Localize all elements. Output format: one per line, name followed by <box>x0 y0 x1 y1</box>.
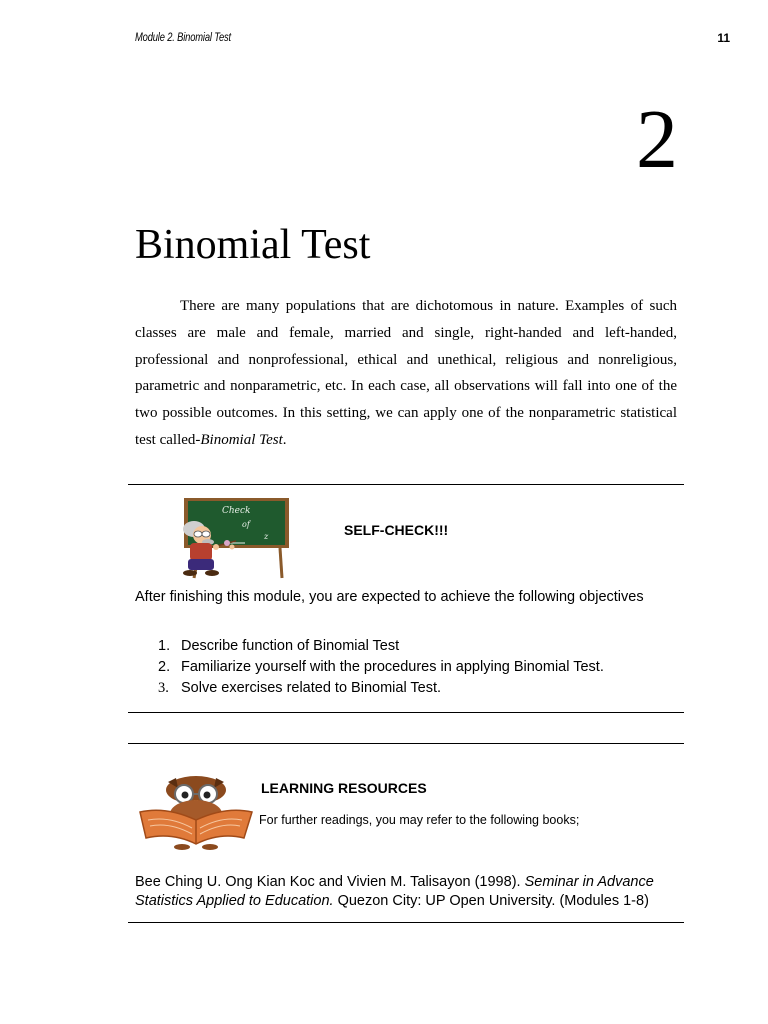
page-number: 11 <box>717 31 730 45</box>
reference-publisher: Quezon City: UP Open University. (Modules 1-8) <box>333 893 649 909</box>
list-item <box>158 678 678 699</box>
board-text-check: Check <box>222 506 251 516</box>
objective-text: Familiarize yourself with the procedures in applying Binomial Test. <box>181 659 604 675</box>
objective-number: 2. <box>158 659 171 675</box>
chapter-number: 2 <box>636 93 678 186</box>
learning-resources-heading: LEARNING RESOURCES <box>261 780 427 796</box>
objective-text: Describe function of Binomial Test <box>181 638 400 654</box>
list-item <box>158 636 678 657</box>
objectives-intro: After finishing this module, you are expected to achieve the following objectives <box>135 589 644 605</box>
reference-title: Seminar in Advance Statistics Applied to Education. <box>135 874 654 909</box>
owl-reading-book-illustration <box>136 776 254 852</box>
board-text-z: z <box>264 532 269 541</box>
section-divider-middle <box>128 712 684 713</box>
intro-text-end: . <box>282 431 287 448</box>
section-divider-resources-top <box>128 743 684 744</box>
list-item <box>158 657 678 678</box>
running-header-module: Module 2. Binomial Test <box>135 30 231 44</box>
learning-resources-subtitle: For further readings, you may refer to the following books; <box>259 813 580 827</box>
intro-italic-term: Binomial Test <box>200 431 283 448</box>
section-divider-top <box>128 484 684 485</box>
intro-paragraph <box>135 293 677 454</box>
chapter-title: Binomial Test <box>135 222 371 268</box>
objective-number: 3. <box>158 680 169 696</box>
objective-text: Solve exercises related to Binomial Test. <box>181 680 442 696</box>
section-divider-bottom <box>128 922 684 923</box>
objectives-list <box>158 636 678 699</box>
reference-authors: Bee Ching U. Ong Kian Koc and Vivien M. Talisayon (1998). <box>135 874 525 890</box>
self-check-heading: SELF-CHECK!!! <box>344 522 449 538</box>
book-reference <box>135 873 685 911</box>
board-text-of: of <box>242 520 250 529</box>
objective-number: 1. <box>158 638 171 654</box>
teacher-chalkboard-illustration <box>170 497 292 579</box>
intro-text: There are many populations that are dichotomous in nature. Examples of such classes are male and female, married and single, right-handed and left-handed, professional and nonprofessional, ethical and unethical, religious and nonreligious, parametric and nonparametric, etc. In each case, all observations will fall into one of the two possible outcomes. In this setting, we can apply one of the nonparametric statistical test called- <box>135 298 677 448</box>
